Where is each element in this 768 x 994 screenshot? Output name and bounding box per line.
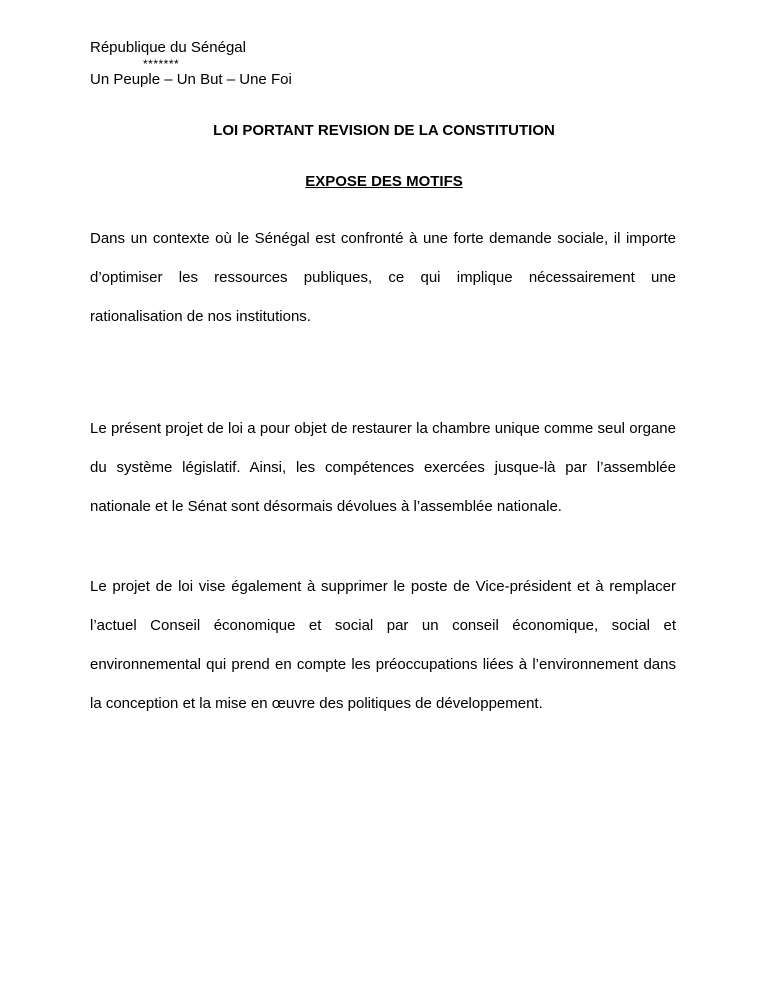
paragraph: Le projet de loi vise également à supprimer le poste de Vice-président et à remplacer l’actuel Conseil économique et social par un conseil économique, social et environnemental qui prend en compte les préoccupations liées à l’environnement dans la conception et la mise en œuvre des politiques de développement.: [90, 578, 676, 712]
document-title: LOI PORTANT REVISION DE LA CONSTITUTION: [213, 122, 555, 139]
section-heading: EXPOSE DES MOTIFS: [305, 173, 463, 190]
country-name: République du Sénégal: [90, 39, 246, 56]
header-separator: *******: [143, 57, 180, 71]
document-header: [90, 38, 292, 90]
paragraph: Dans un contexte où le Sénégal est confronté à une forte demande sociale, il importe d’optimiser les ressources publiques, ce qui implique nécessairement une rationalisation de nos institutions.: [90, 230, 676, 325]
national-motto: Un Peuple – Un But – Une Foi: [90, 71, 292, 88]
paragraph: Le présent projet de loi a pour objet de restaurer la chambre unique comme seul organe du système législatif. Ainsi, les compétences exercées jusque-là par l’assemblée nationale et le Sénat sont désormais dévolues à l’assemblée nationale.: [90, 420, 676, 515]
